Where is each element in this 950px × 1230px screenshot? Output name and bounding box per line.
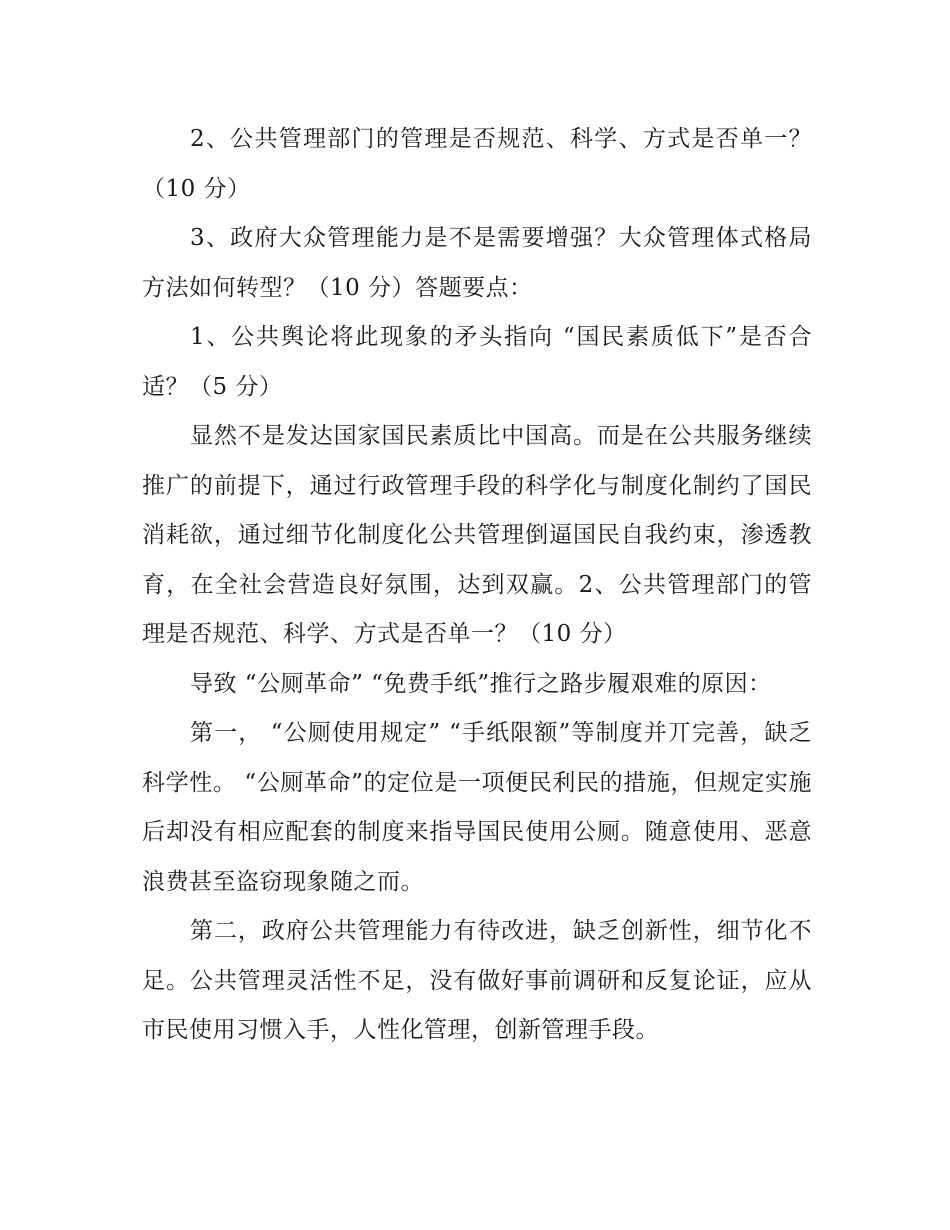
- paragraph-answer-1: 显然不是发达国家国民素质比中国高。而是在公共服务继续推广的前提下，通过行政管理手段的科学化与制度化制约了国民消耗欲，通过细节化制度化公共管理倒逼国民自我约束，渗透教育，在全社会营造良好氛围，达到双赢。2、公共管理部门的管理是否规范、科学、方式是否单一？（10 分）: [142, 423, 812, 647]
- document-page: [142, 115, 812, 1056]
- paragraph-causes-intro: 导致 “公厕革命” “免费手纸”推行之路步履艰难的原因：: [190, 670, 772, 697]
- paragraph-cause-first: 第一， “公厕使用规定” “手纸限额”等制度并丌完善，缺乏科学性。 “公厕革命”的定位是一项便民利民的措施，但规定实施后却没有相应配套的制度来指导国民使用公厕。随意使用、恶意浪费甚至盗窃现象随之而。: [142, 720, 812, 895]
- paragraph-point-1: 1、公共舆论将此现象的矛头指向 “国民素质低下”是否合适？（5 分）: [142, 324, 812, 400]
- paragraph-question-3: 3、政府大众管理能力是不是需要增强？大众管理体式格局方法如何转型？（10 分）答题要点：: [142, 225, 812, 301]
- paragraph-cause-second: 第二，政府公共管理能力有待改进，缺乏创新性，细节化不足。公共管理灵活性不足，没有做好事前调研和反复论证，应从市民使用习惯入手，人性化管理，创新管理手段。: [142, 918, 812, 1043]
- paragraph-question-2: 2、公共管理部门的管理是否规范、科学、方式是否单一？（10 分）: [142, 126, 812, 202]
